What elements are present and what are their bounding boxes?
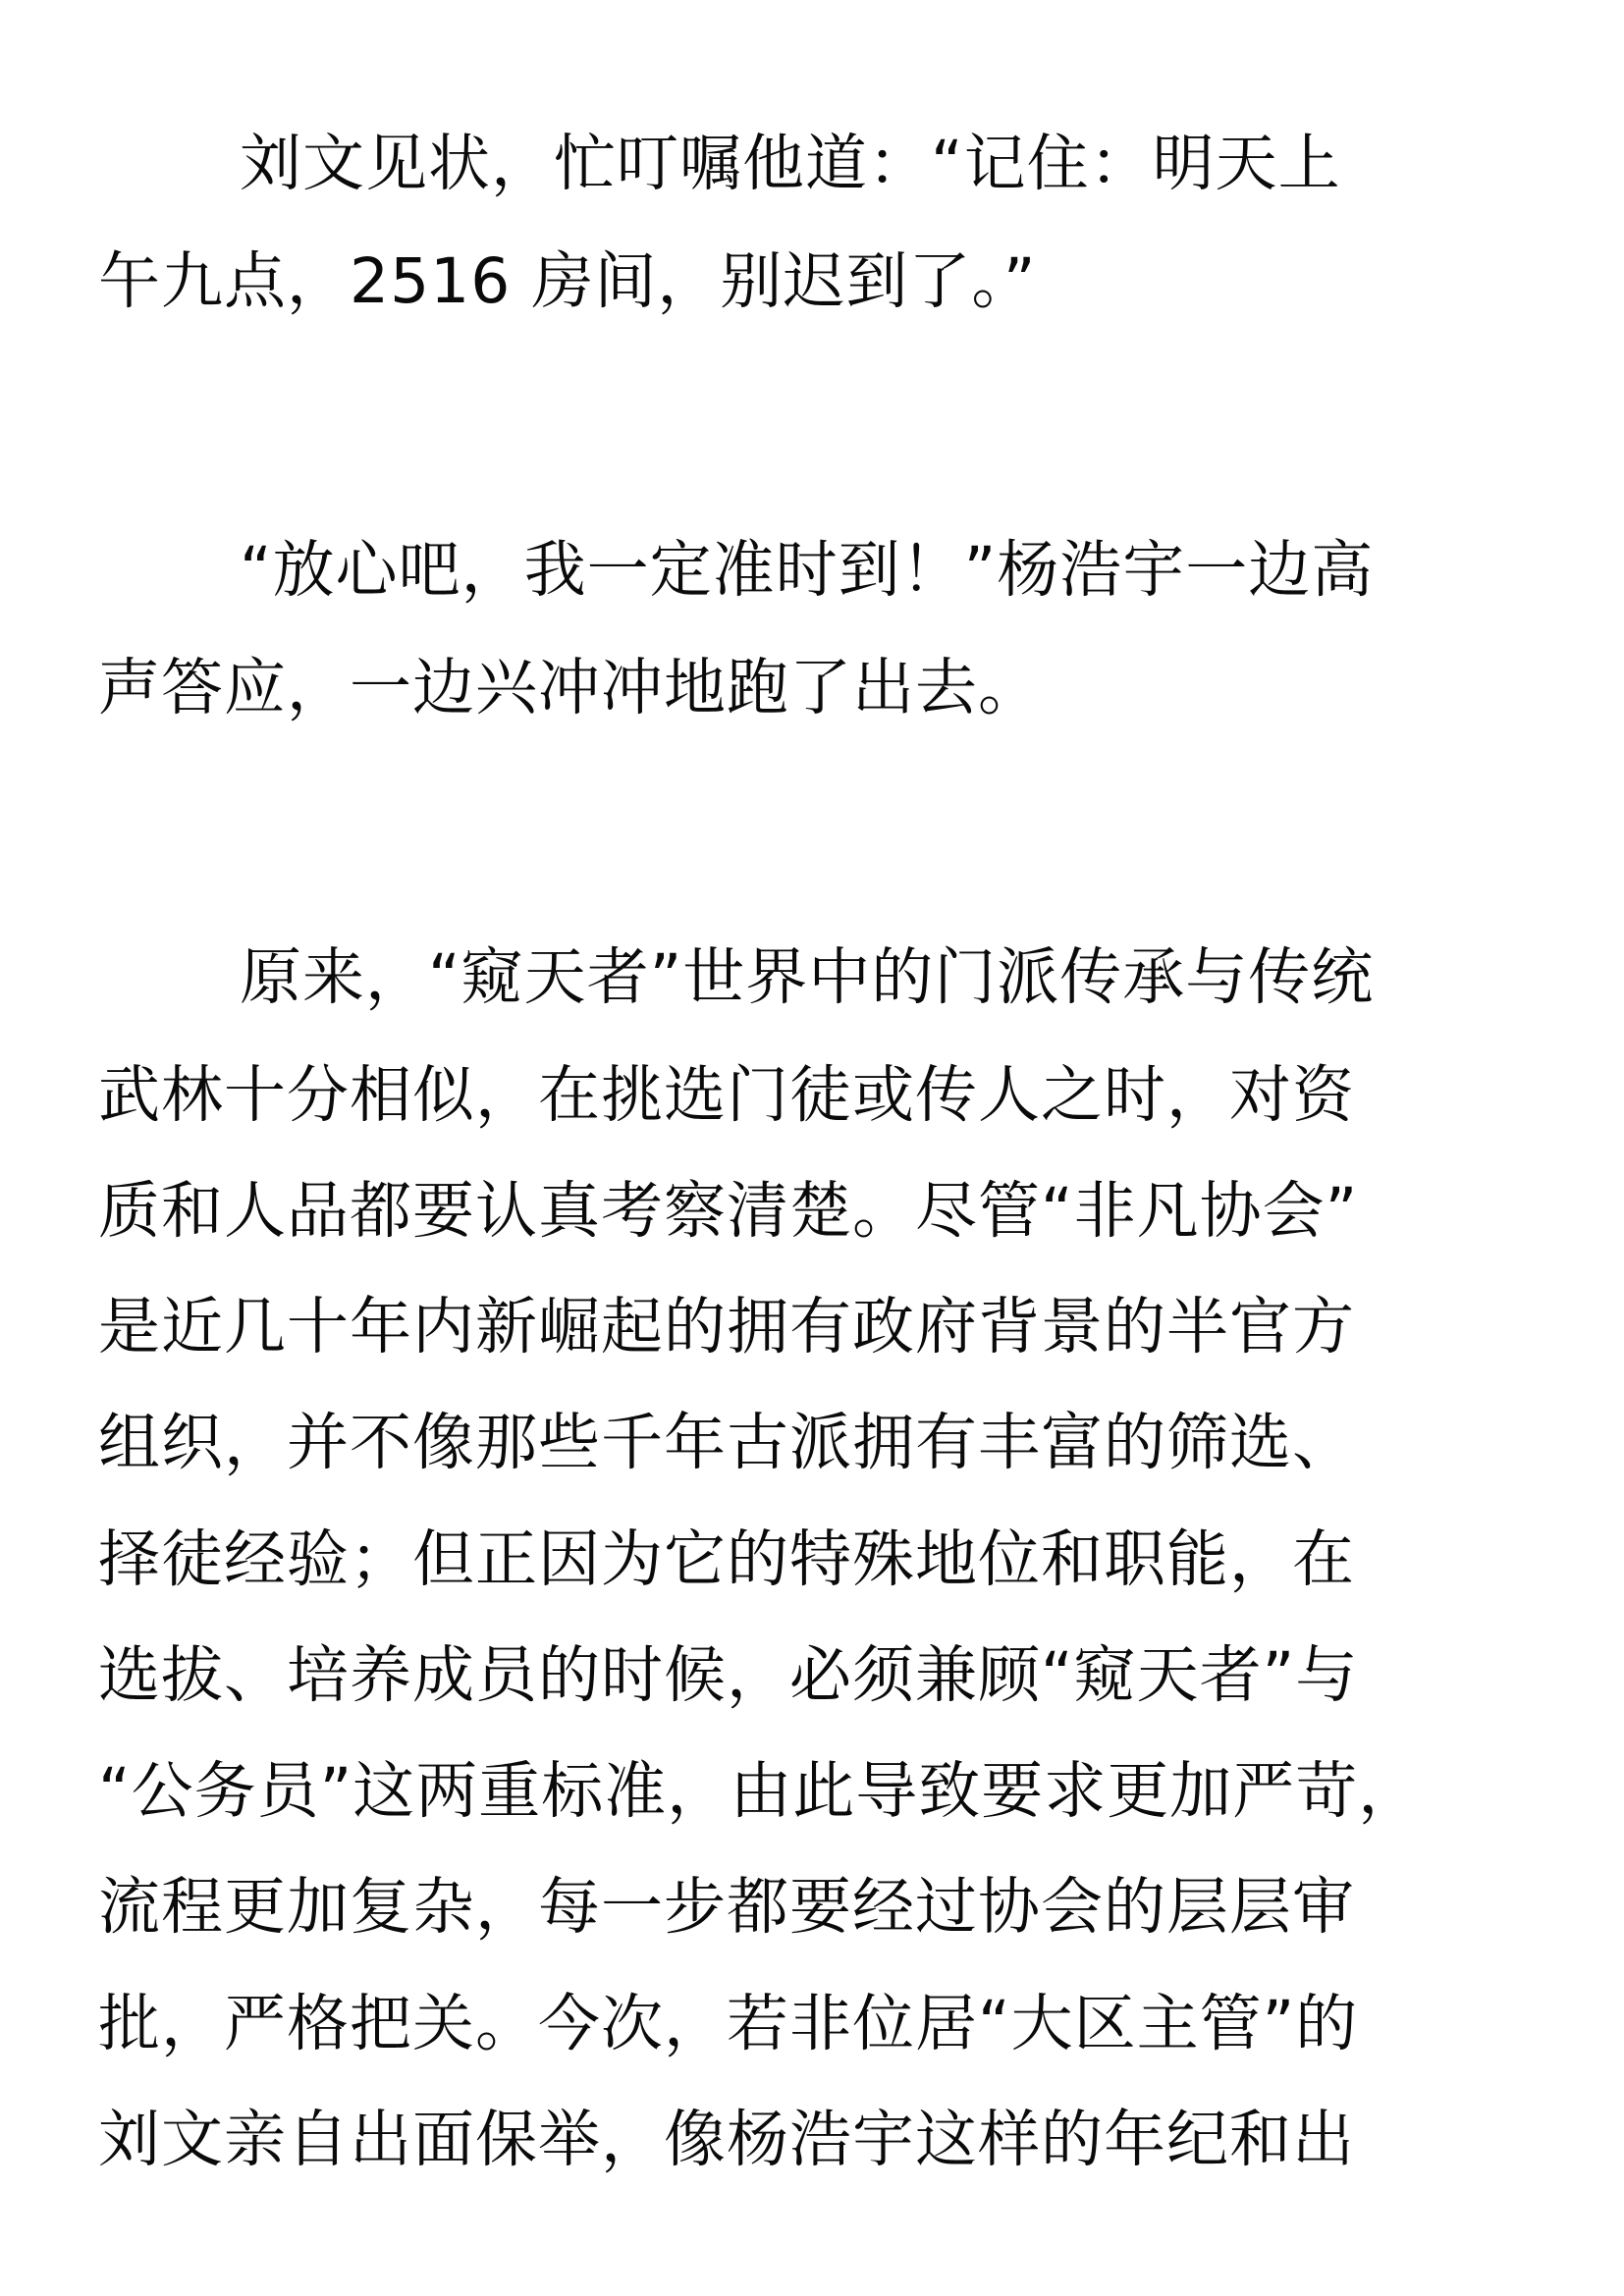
paragraph-line: 是近几十年内新崛起的拥有政府背景的半官方 [98,1291,1355,1362]
paragraph-line: “公务员”这两重标准，由此导致要求更加严苛， [98,1755,1422,1827]
paragraph-line: 批，严格把关。今次，若非位居“大区主管”的 [98,1988,1359,2059]
paragraph-line: 刘文亲自出面保举，像杨浩宇这样的年纪和出 [98,2104,1355,2175]
paragraph-line: 午九点，2516 房间，别迟到了。” [98,245,1037,317]
paragraph-line: 武林十分相似，在挑选门徒或传人之时，对资 [98,1059,1355,1131]
paragraph-line: 选拔、培养成员的时候，必须兼顾“窥天者”与 [98,1639,1359,1711]
paragraph-line: “放心吧，我一定准时到！”杨浩宇一边高 [240,534,1375,606]
paragraph-line: 质和人品都要认真考察清楚。尽管“非凡协会” [98,1175,1359,1247]
paragraph-line: 组织，并不像那些千年古派拥有丰富的筛选、 [98,1407,1355,1478]
paragraph-line: 声答应，一边兴冲冲地跑了出去。 [98,652,1041,723]
paragraph-line: 流程更加复杂，每一步都要经过协会的层层审 [98,1871,1355,1943]
paragraph-line: 择徒经验；但正因为它的特殊地位和职能，在 [98,1523,1355,1595]
paragraph-line: 原来，“窥天者”世界中的门派传承与传统 [240,941,1375,1013]
paragraph-line: 刘文见状，忙叮嘱他道：“记住：明天上 [240,128,1341,199]
